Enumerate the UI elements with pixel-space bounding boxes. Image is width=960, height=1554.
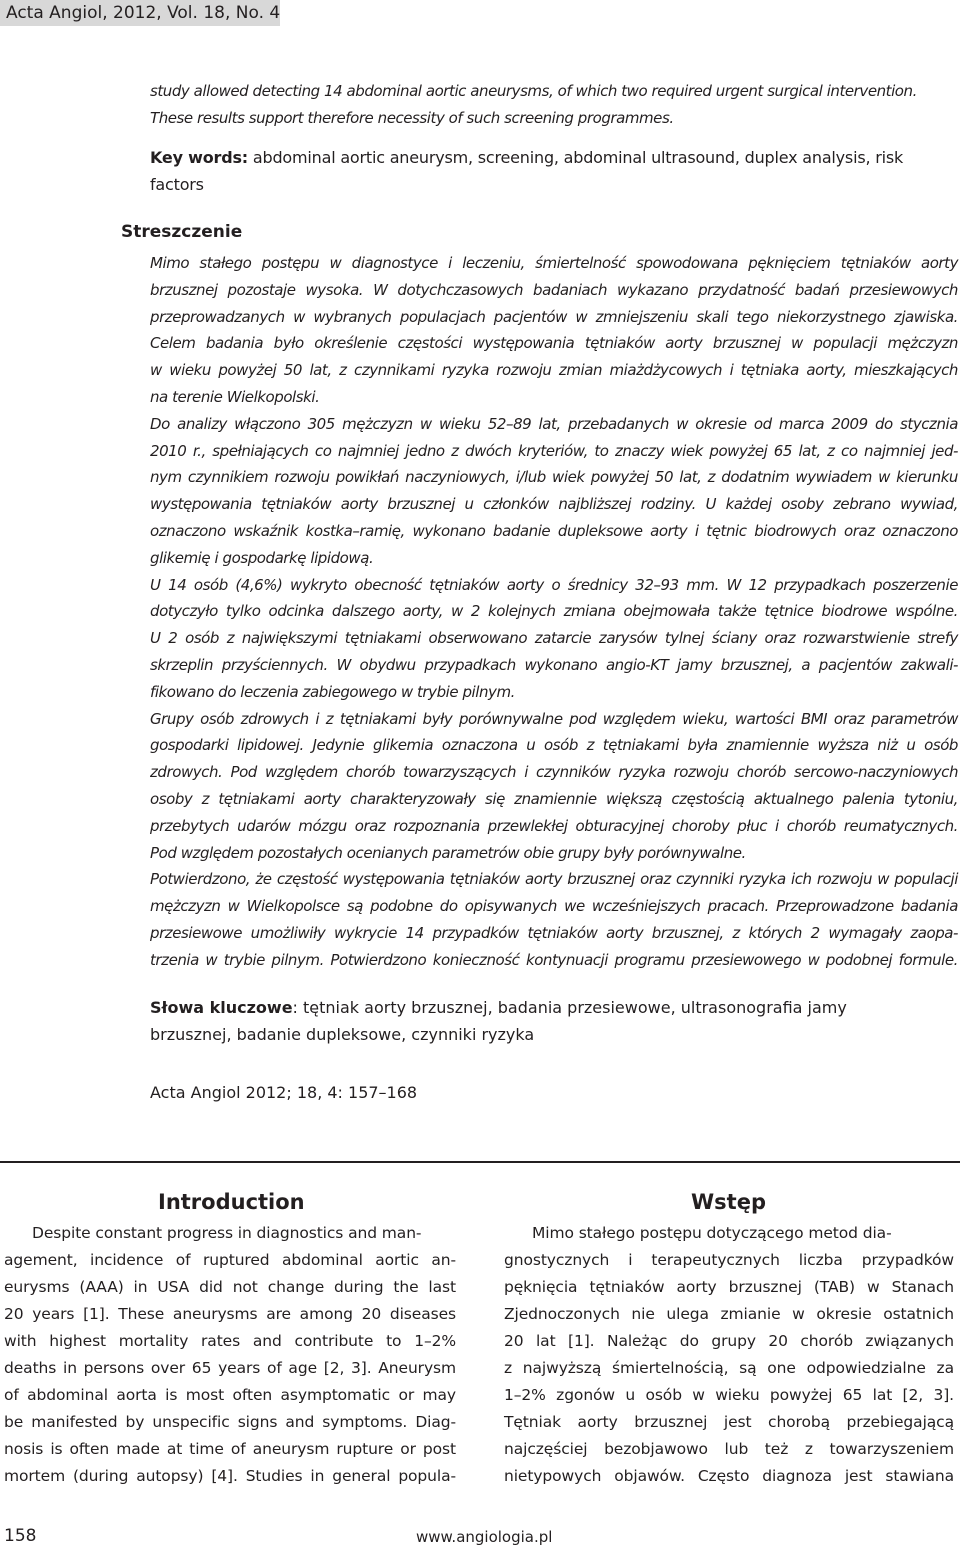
streszczenie-line: Potwierdzono, że częstość występowania tętniaków aorty brzusznej oraz czynniki ryzyka ich rozwoju w populacji [150, 870, 958, 889]
streszczenie-line: oznaczono wskaźnik kostka–ramię, wykonano badanie dupleksowe aorty i tętnic biodrowych oraz oznaczono [150, 521, 958, 540]
streszczenie-line: dotyczyło tylko odcinka dalszego aorty, w 2 kolejnych zmiana obejmowała także tętnice biodrowe wspólne. [150, 602, 958, 621]
streszczenie-line: Pod względem pozostałych ocenianych parametrów obie grupy były porównywalne. [150, 843, 746, 862]
page-number: 158 [4, 1526, 37, 1546]
streszczenie-line: fikowano do leczenia zabiegowego w trybie pilnym. [150, 682, 515, 701]
streszczenie-body [150, 250, 958, 974]
streszczenie-heading: Streszczenie [121, 222, 243, 242]
wstep-line: 20 lat [1]. Należąc do grupy 20 chorób związanych [504, 1332, 954, 1350]
running-head: Acta Angiol, 2012, Vol. 18, No. 4 [0, 0, 280, 26]
introduction-line: with highest mortality rates and contribute to 1–2% [4, 1332, 456, 1350]
streszczenie-line: gospodarki lipidowej. Jedynie glikemia oznaczona u osób z tętniakami była znamiennie wyższa niż u osób [150, 736, 958, 755]
wstep-line: z najwyższą śmiertelnością, są one odpowiedzialne za [504, 1359, 954, 1377]
streszczenie-line: przesiewowe umożliwiły wykrycie 14 przypadków tętniaków aorty brzusznej, z których 2 wymagały zaopa- [150, 923, 958, 942]
streszczenie-line: Do analizy włączono 305 mężczyzn w wieku 52–89 lat, przebadanych w okresie od marca 2009 do stycznia [150, 414, 958, 433]
introduction-line: Despite constant progress in diagnostics and man- [32, 1224, 422, 1242]
streszczenie-line: występowania tętniaków aorty brzusznej u członków najbliższej rodziny. U każdej osoby zebrano wywiad, [150, 495, 958, 514]
wstep-body [504, 1220, 954, 1490]
streszczenie-line: mężczyzn w Wielkopolsce są podobne do opisywanych we wcześniejszych pracach. Przeprowadzone badania [150, 897, 958, 916]
slowa-kluczowe-text: : tętniak aorty brzusznej, badania przesiewowe, ultrasonografia jamy brzusznej, badanie dupleksowe, czynniki ryzyka [150, 998, 847, 1044]
divider-rule [0, 1161, 960, 1163]
streszczenie-line: brzusznej pozostaje wysoka. W dotychczasowych badaniach wykazano przydatność badań przesiewowych [150, 280, 958, 299]
introduction-line: agement, incidence of ruptured abdominal aortic an- [4, 1251, 456, 1269]
streszczenie-line: w wieku powyżej 50 lat, z czynnikami ryzyka rozwoju zmian miażdżycowych i tętniaka aorty, mieszkających [150, 361, 958, 380]
introduction-line: be manifested by unspecific signs and symptoms. Diag- [4, 1413, 456, 1431]
wstep-heading: Wstęp [691, 1190, 766, 1214]
streszczenie-line: nym czynnikiem rozwoju powikłań naczyniowych, i/lub wiek powyżej 50 lat, z dodatnim wywiadem w kierunku [150, 468, 958, 487]
streszczenie-line: U 2 osób z największymi tętniakami obserwowano zatarcie zarysów tylnej ściany oraz rozwarstwienie strefy [150, 629, 958, 648]
introduction-line: mortem (during autopsy) [4]. Studies in general popula- [4, 1467, 456, 1485]
streszczenie-line: na terenie Wielkopolski. [150, 387, 320, 406]
streszczenie-line: 2010 r., spełniających co najmniej jedno z dwóch kryteriów, to znaczy wiek powyżej 65 lat, z co najmniej jed- [150, 441, 958, 460]
slowa-kluczowe [150, 994, 890, 1048]
introduction-heading: Introduction [158, 1190, 305, 1214]
streszczenie-line: Grupy osób zdrowych i z tętniakami były porównywalne pod względem wieku, wartości BMI oraz parametrów [150, 709, 958, 728]
introduction-line: 20 years [1]. These aneurysms are among 20 diseases [4, 1305, 456, 1323]
wstep-line: Zjednoczonych nie ulega zmianie w okresie ostatnich [504, 1305, 954, 1323]
introduction-body [4, 1220, 456, 1490]
streszczenie-line: U 14 osób (4,6%) wykryto obecność tętniaków aorty o średnicy 32–93 mm. W 12 przypadkach poszerzenie [150, 575, 958, 594]
streszczenie-line: przebytych udarów mózgu oraz rozpoznania przewlekłej obturacyjnej choroby płuc i chorób reumatycznych. [150, 816, 958, 835]
keywords-label: Key words: [150, 148, 249, 167]
introduction-line: deaths in persons over 65 years of age [2, 3]. Aneurysm [4, 1359, 456, 1377]
slowa-kluczowe-label: Słowa kluczowe [150, 998, 293, 1017]
streszczenie-line: glikemię i gospodarkę lipidową. [150, 548, 374, 567]
abstract-continued [150, 78, 958, 132]
abstract-line: study allowed detecting 14 abdominal aortic aneurysms, of which two required urgent surgical intervention. [150, 82, 917, 100]
abstract-line: These results support therefore necessity of such screening programmes. [150, 109, 674, 127]
streszczenie-line: osoby z tętniakami aorty charakteryzowały się znamiennie większą częstością aktualnego palenia tytoniu, [150, 789, 958, 808]
wstep-line: 1–2% zgonów u osób w wieku powyżej 65 lat [2, 3]. [504, 1386, 954, 1404]
introduction-line: nosis is often made at time of aneurysm rupture or post [4, 1440, 456, 1458]
introduction-line: of abdominal aorta is most often asymptomatic or may [4, 1386, 456, 1404]
streszczenie-line: trzenia w trybie pilnym. Potwierdzono konieczność kontynuacji programu przesiewowego w podobnej formule. [150, 950, 958, 969]
citation: Acta Angiol 2012; 18, 4: 157–168 [150, 1083, 418, 1102]
wstep-line: nietypowych objawów. Często diagnoza jest stawiana [504, 1467, 954, 1485]
keywords [150, 144, 950, 198]
streszczenie-line: skrzeplin przyściennych. W obydwu przypadkach wykonano angio-KT jamy brzusznej, a pacjentów zakwali- [150, 655, 958, 674]
keywords-text: abdominal aortic aneurysm, screening, abdominal ultrasound, duplex analysis, risk factors [150, 148, 904, 194]
website-link[interactable]: www.angiologia.pl [416, 1528, 553, 1546]
wstep-line: Mimo stałego postępu dotyczącego metod dia- [532, 1224, 892, 1242]
streszczenie-line: zdrowych. Pod względem chorób towarzyszących i czynników ryzyka rozwoju chorób sercowo-naczyniowych [150, 763, 958, 782]
streszczenie-line: przeprowadzanych w wybranych populacjach pacjentów w zmniejszeniu skali tego niekorzystnego zjawiska. [150, 307, 958, 326]
streszczenie-line: Mimo stałego postępu w diagnostyce i leczeniu, śmiertelność spowodowana pęknięciem tętniaków aorty [150, 254, 958, 272]
wstep-line: Tętniak aorty brzusznej jest chorobą przebiegającą [504, 1413, 954, 1431]
wstep-line: gnostycznych i terapeutycznych liczba przypadków [504, 1251, 954, 1269]
introduction-line: eurysms (AAA) in USA did not change during the last [4, 1278, 456, 1296]
streszczenie-line: Celem badania było określenie częstości występowania tętniaków aorty brzusznej w populacji mężczyzn [150, 334, 958, 353]
wstep-line: pęknięcia tętniaków aorty brzusznej (TAB) w Stanach [504, 1278, 954, 1296]
wstep-line: najczęściej bezobjawowo lub też z towarzyszeniem [504, 1440, 954, 1458]
